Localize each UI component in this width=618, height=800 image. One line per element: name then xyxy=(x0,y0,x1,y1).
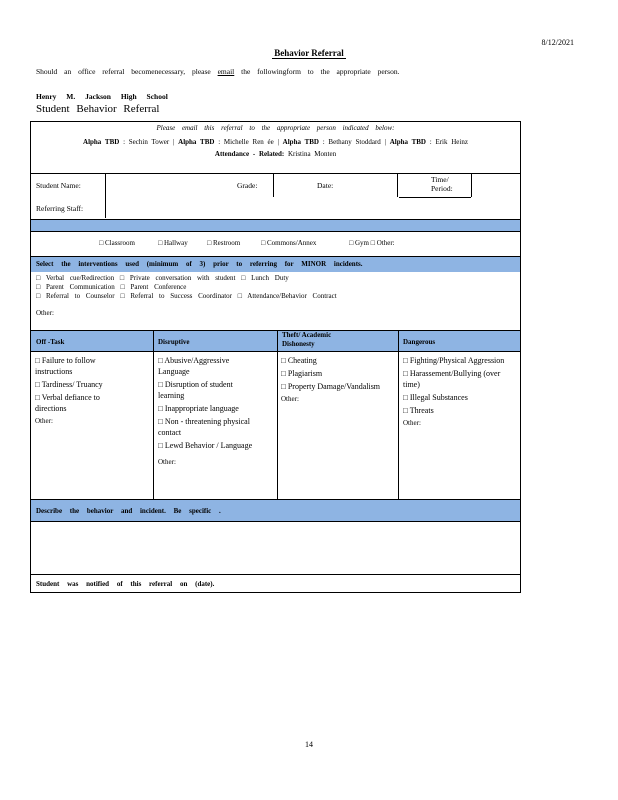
disruptive-other: Other: xyxy=(158,458,176,466)
contact-1-name: : Sechin Tower | xyxy=(123,138,175,146)
describe-header: Describe the behavior and incident. Be specific . xyxy=(31,499,520,522)
disruptive-option[interactable]: □ Non - threatening physical contact xyxy=(158,417,250,437)
contact-5-name: Kristina Monten xyxy=(288,150,337,158)
location-restroom[interactable]: □ Restroom xyxy=(207,239,241,247)
off-task-other: Other: xyxy=(35,417,53,425)
disruptive-option[interactable]: □ Inappropriate language xyxy=(158,404,239,413)
dangerous-column xyxy=(403,355,513,431)
notified-line: Student was notified of this referral on (date). xyxy=(36,580,215,588)
blue-band xyxy=(31,219,520,232)
divider xyxy=(273,173,274,197)
location-classroom[interactable]: □ Classroom xyxy=(99,239,135,247)
grade-label: Grade: xyxy=(237,181,258,190)
disruptive-option[interactable]: □ Disruption of student learning xyxy=(158,380,233,400)
divider xyxy=(471,173,472,197)
contact-1-label: Alpha TBD xyxy=(83,138,120,146)
off-task-option[interactable]: □ Verbal defiance to directions xyxy=(35,393,100,413)
dangerous-header: Dangerous xyxy=(403,338,436,346)
contacts-block xyxy=(31,136,520,164)
student-name-label: Student Name: xyxy=(36,181,81,190)
divider xyxy=(31,574,520,575)
time-period-label: Time/ Period: xyxy=(431,175,453,193)
page-number: 14 xyxy=(305,740,313,749)
theft-option[interactable]: □ Plagiarism xyxy=(281,369,323,378)
contact-4-label: Alpha TBD xyxy=(389,138,426,146)
interventions-line-3[interactable]: □ Referral to Counselor □ Referral to Success Coordinator □ Attendance/Behavior Contract xyxy=(36,292,337,300)
theft-other: Other: xyxy=(281,395,299,403)
interventions-options xyxy=(31,274,520,318)
theft-option[interactable]: □ Property Damage/Vandalism xyxy=(281,382,381,391)
divider xyxy=(399,197,471,198)
dangerous-option[interactable]: □ Illegal Substances xyxy=(403,393,468,402)
instruction-text: Please email this referral to the appropriate person indicated below: xyxy=(156,124,395,132)
referring-staff-label: Referring Staff: xyxy=(36,204,84,213)
referring-staff-field[interactable] xyxy=(107,200,517,216)
document-date: 8/12/2021 xyxy=(541,38,574,47)
theft-option[interactable]: □ Cheating xyxy=(281,356,317,365)
disruptive-column xyxy=(158,355,260,470)
divider xyxy=(277,330,278,499)
interventions-other: Other: xyxy=(36,309,54,317)
intro-text xyxy=(36,67,399,76)
contact-2-name: : Michelle Ren ée | xyxy=(218,138,279,146)
contact-2-label: Alpha TBD xyxy=(178,138,215,146)
title-text: Behavior Referral xyxy=(274,48,344,58)
location-commons-annex[interactable]: □ Commons/Annex xyxy=(261,239,317,247)
email-link[interactable]: email xyxy=(217,67,235,76)
dangerous-option[interactable]: □ Threats xyxy=(403,406,434,415)
categories-header-band xyxy=(31,330,520,352)
off-task-header: Off -Task xyxy=(36,338,65,346)
divider xyxy=(398,330,399,499)
dangerous-other: Other: xyxy=(403,419,421,427)
dangerous-option[interactable]: □ Fighting/Physical Aggression xyxy=(403,356,505,365)
contact-4-name: : Erik Heinz xyxy=(429,138,468,146)
off-task-option[interactable]: □ Failure to follow instructions xyxy=(35,356,96,376)
divider xyxy=(397,173,398,197)
disruptive-header: Disruptive xyxy=(158,338,190,346)
divider xyxy=(153,330,154,499)
disruptive-option[interactable]: □ Abusive/Aggressive Language xyxy=(158,356,230,376)
contact-3-name: : Bethany Stoddard | xyxy=(322,138,386,146)
location-hallway[interactable]: □ Hallway xyxy=(158,239,188,247)
describe-field[interactable] xyxy=(31,523,520,573)
off-task-option[interactable]: □ Tardiness/ Truancy xyxy=(35,380,103,389)
theft-column xyxy=(281,355,381,407)
disruptive-option[interactable]: □ Lewd Behavior / Language xyxy=(158,441,253,450)
time-period-field[interactable] xyxy=(473,175,519,195)
contact-3-label: Alpha TBD xyxy=(282,138,319,146)
date-label: Date: xyxy=(317,181,334,190)
interventions-header: Select the interventions used (minimum of 3) prior to referring for MINOR incidents. xyxy=(31,256,520,272)
school-name: Henry M. Jackson High School xyxy=(36,92,168,101)
location-gym-other[interactable]: □ Gym □ Other: xyxy=(349,239,395,247)
dangerous-option[interactable]: □ Harassement/Bullying (over time) xyxy=(403,369,501,389)
form-name: Student Behavior Referral xyxy=(36,103,160,115)
intro-before: Should an office referral becomenecessary, please xyxy=(36,67,211,76)
divider xyxy=(105,173,106,218)
off-task-column xyxy=(35,355,127,429)
interventions-line-1[interactable]: □ Verbal cue/Redirection □ Private conversation with student □ Lunch Duty xyxy=(36,274,289,282)
referral-form xyxy=(30,121,521,593)
contact-5-label: Attendance - Related: xyxy=(214,150,285,158)
intro-after: the followingform to the appropriate person. xyxy=(241,67,400,76)
theft-header: Theft/ Academic Dishonesty xyxy=(282,331,332,348)
page-title xyxy=(0,48,618,59)
interventions-line-2[interactable]: □ Parent Communication □ Parent Conference xyxy=(36,283,187,291)
